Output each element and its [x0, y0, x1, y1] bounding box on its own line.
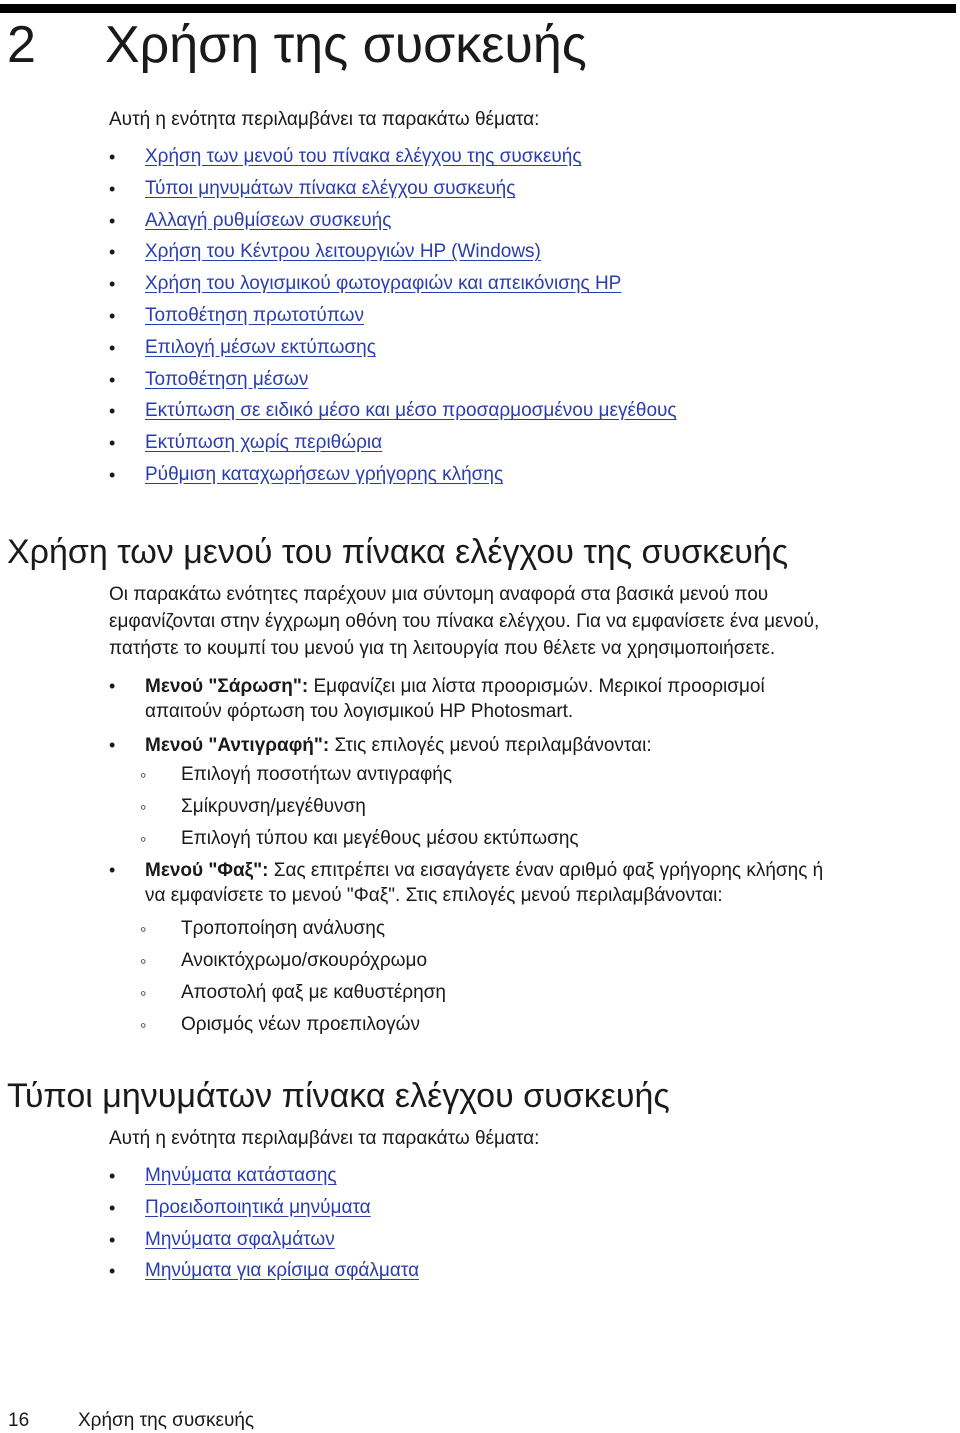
sub-option-text: Ανοικτόχρωμο/σκουρόχρωμο	[181, 950, 428, 971]
bullet-icon: •	[109, 305, 116, 326]
bullet-icon: •	[109, 433, 116, 454]
bullet-icon: •	[109, 147, 116, 167]
menu-label-copy: Μενού "Αντιγραφή":	[145, 735, 330, 756]
bullet-icon: •	[109, 274, 116, 295]
sub-option-text: Τροποποίηση ανάλυσης	[181, 918, 385, 939]
page-number: 16	[8, 1410, 30, 1431]
circle-bullet-icon: ◦	[140, 983, 147, 1003]
bullet-icon: •	[109, 676, 116, 696]
bullet-icon: •	[109, 860, 116, 880]
chapter-title	[7, 14, 587, 76]
bullet-icon: •	[109, 1197, 116, 1218]
circle-bullet-icon: ◦	[140, 951, 147, 971]
sub-option-text: Αποστολή φαξ με καθυστέρηση	[181, 982, 446, 1003]
circle-bullet-icon: ◦	[140, 1015, 147, 1035]
toc-link[interactable]: Μηνύματα κατάστασης	[145, 1165, 337, 1186]
bullet-icon: •	[109, 401, 116, 422]
section-heading-messages: Τύποι μηνυμάτων πίνακα ελέγχου συσκευής	[7, 1077, 670, 1115]
bullet-icon: •	[109, 1261, 116, 1282]
sub-option-text: Επιλογή ποσοτήτων αντιγραφής	[181, 764, 453, 785]
toc-link[interactable]: Τύποι μηνυμάτων πίνακα ελέγχου συσκευής	[145, 177, 516, 199]
circle-bullet-icon: ◦	[140, 797, 147, 817]
bullet-icon: •	[109, 735, 116, 755]
paragraph-line: πατήστε το κουμπί του μενού για τη λειτουργία που θέλετε να χρησιμοποιήσετε.	[109, 638, 776, 659]
toc-link[interactable]: Μηνύματα για κρίσιμα σφάλματα	[145, 1260, 420, 1282]
sub-option-text: Σμίκρυνση/μεγέθυνση	[181, 796, 366, 817]
toc-link[interactable]: Τοποθέτηση μέσων	[145, 368, 309, 390]
paragraph-line: εμφανίζονται στην έγχρωμη οθόνη του πίνακα ελέγχου. Για να εμφανίσετε ένα μενού,	[109, 611, 820, 632]
menu-description: να εμφανίσετε το μενού "Φαξ". Στις επιλογές μενού περιλαμβάνονται:	[145, 885, 723, 906]
top-rule	[0, 4, 956, 13]
bullet-icon: •	[109, 369, 116, 390]
menu-label-scan: Μενού "Σάρωση":	[145, 676, 309, 697]
chapter-title-text: Χρήση της συσκευής	[105, 16, 587, 74]
sub-option-text: Ορισμός νέων προεπιλογών	[181, 1014, 420, 1035]
chapter-number: 2	[7, 16, 36, 74]
menu-description: απαιτούν φόρτωση του λογισμικού HP Photosmart.	[145, 701, 574, 722]
page-footer	[8, 1409, 254, 1433]
bullet-icon: •	[109, 1166, 116, 1186]
sub-option-text: Επιλογή τύπου και μεγέθους μέσου εκτύπωσης	[181, 828, 579, 849]
section-heading-menus: Χρήση των μενού του πίνακα ελέγχου της συσκευής	[7, 533, 789, 571]
toc-link[interactable]: Προειδοποιητικά μηνύματα	[145, 1196, 371, 1218]
menu-label-fax: Μενού "Φαξ":	[145, 860, 269, 881]
circle-bullet-icon: ◦	[140, 765, 147, 785]
toc-link[interactable]: Μηνύματα σφαλμάτων	[145, 1228, 335, 1250]
toc-link[interactable]: Τοποθέτηση πρωτοτύπων	[145, 304, 364, 326]
bullet-icon: •	[109, 1229, 116, 1250]
intro-text: Αυτή η ενότητα περιλαμβάνει τα παρακάτω θέματα:	[109, 109, 540, 130]
toc-link[interactable]: Χρήση των μενού του πίνακα ελέγχου της συσκευής	[145, 146, 582, 167]
menu-description: Σας επιτρέπει να εισαγάγετε έναν αριθμό φαξ γρήγορης κλήσης ή	[268, 860, 824, 881]
toc-link[interactable]: Αλλαγή ρυθμίσεων συσκευής	[145, 209, 392, 231]
toc-link[interactable]: Επιλογή μέσων εκτύπωσης	[145, 336, 376, 358]
footer-title: Χρήση της συσκευής	[78, 1410, 255, 1431]
circle-bullet-icon: ◦	[140, 829, 147, 849]
menu-description: Στις επιλογές μενού περιλαμβάνονται:	[329, 735, 652, 756]
bullet-icon: •	[109, 178, 116, 199]
bullet-icon: •	[109, 210, 116, 231]
circle-bullet-icon: ◦	[140, 919, 147, 939]
toc-link[interactable]: Εκτύπωση χωρίς περιθώρια	[145, 432, 383, 454]
toc-link[interactable]: Χρήση του λογισμικού φωτογραφιών και απεικόνισης HP	[145, 273, 622, 295]
bullet-icon: •	[109, 337, 116, 358]
paragraph-line: Οι παρακάτω ενότητες παρέχουν μια σύντομη αναφορά στα βασικά μενού που	[109, 584, 769, 605]
bullet-icon: •	[109, 242, 116, 263]
menu-description: Εμφανίζει μια λίστα προορισμών. Μερικοί προορισμοί	[308, 676, 765, 697]
bullet-icon: •	[109, 464, 116, 485]
intro-text: Αυτή η ενότητα περιλαμβάνει τα παρακάτω θέματα:	[109, 1128, 540, 1149]
toc-link[interactable]: Ρύθμιση καταχωρήσεων γρήγορης κλήσης	[145, 463, 504, 485]
toc-link[interactable]: Εκτύπωση σε ειδικό μέσο και μέσο προσαρμοσμένου μεγέθους	[145, 400, 677, 422]
toc-link[interactable]: Χρήση του Κέντρου λειτουργιών HP (Windows)	[145, 241, 541, 263]
section-paragraph	[109, 581, 949, 662]
